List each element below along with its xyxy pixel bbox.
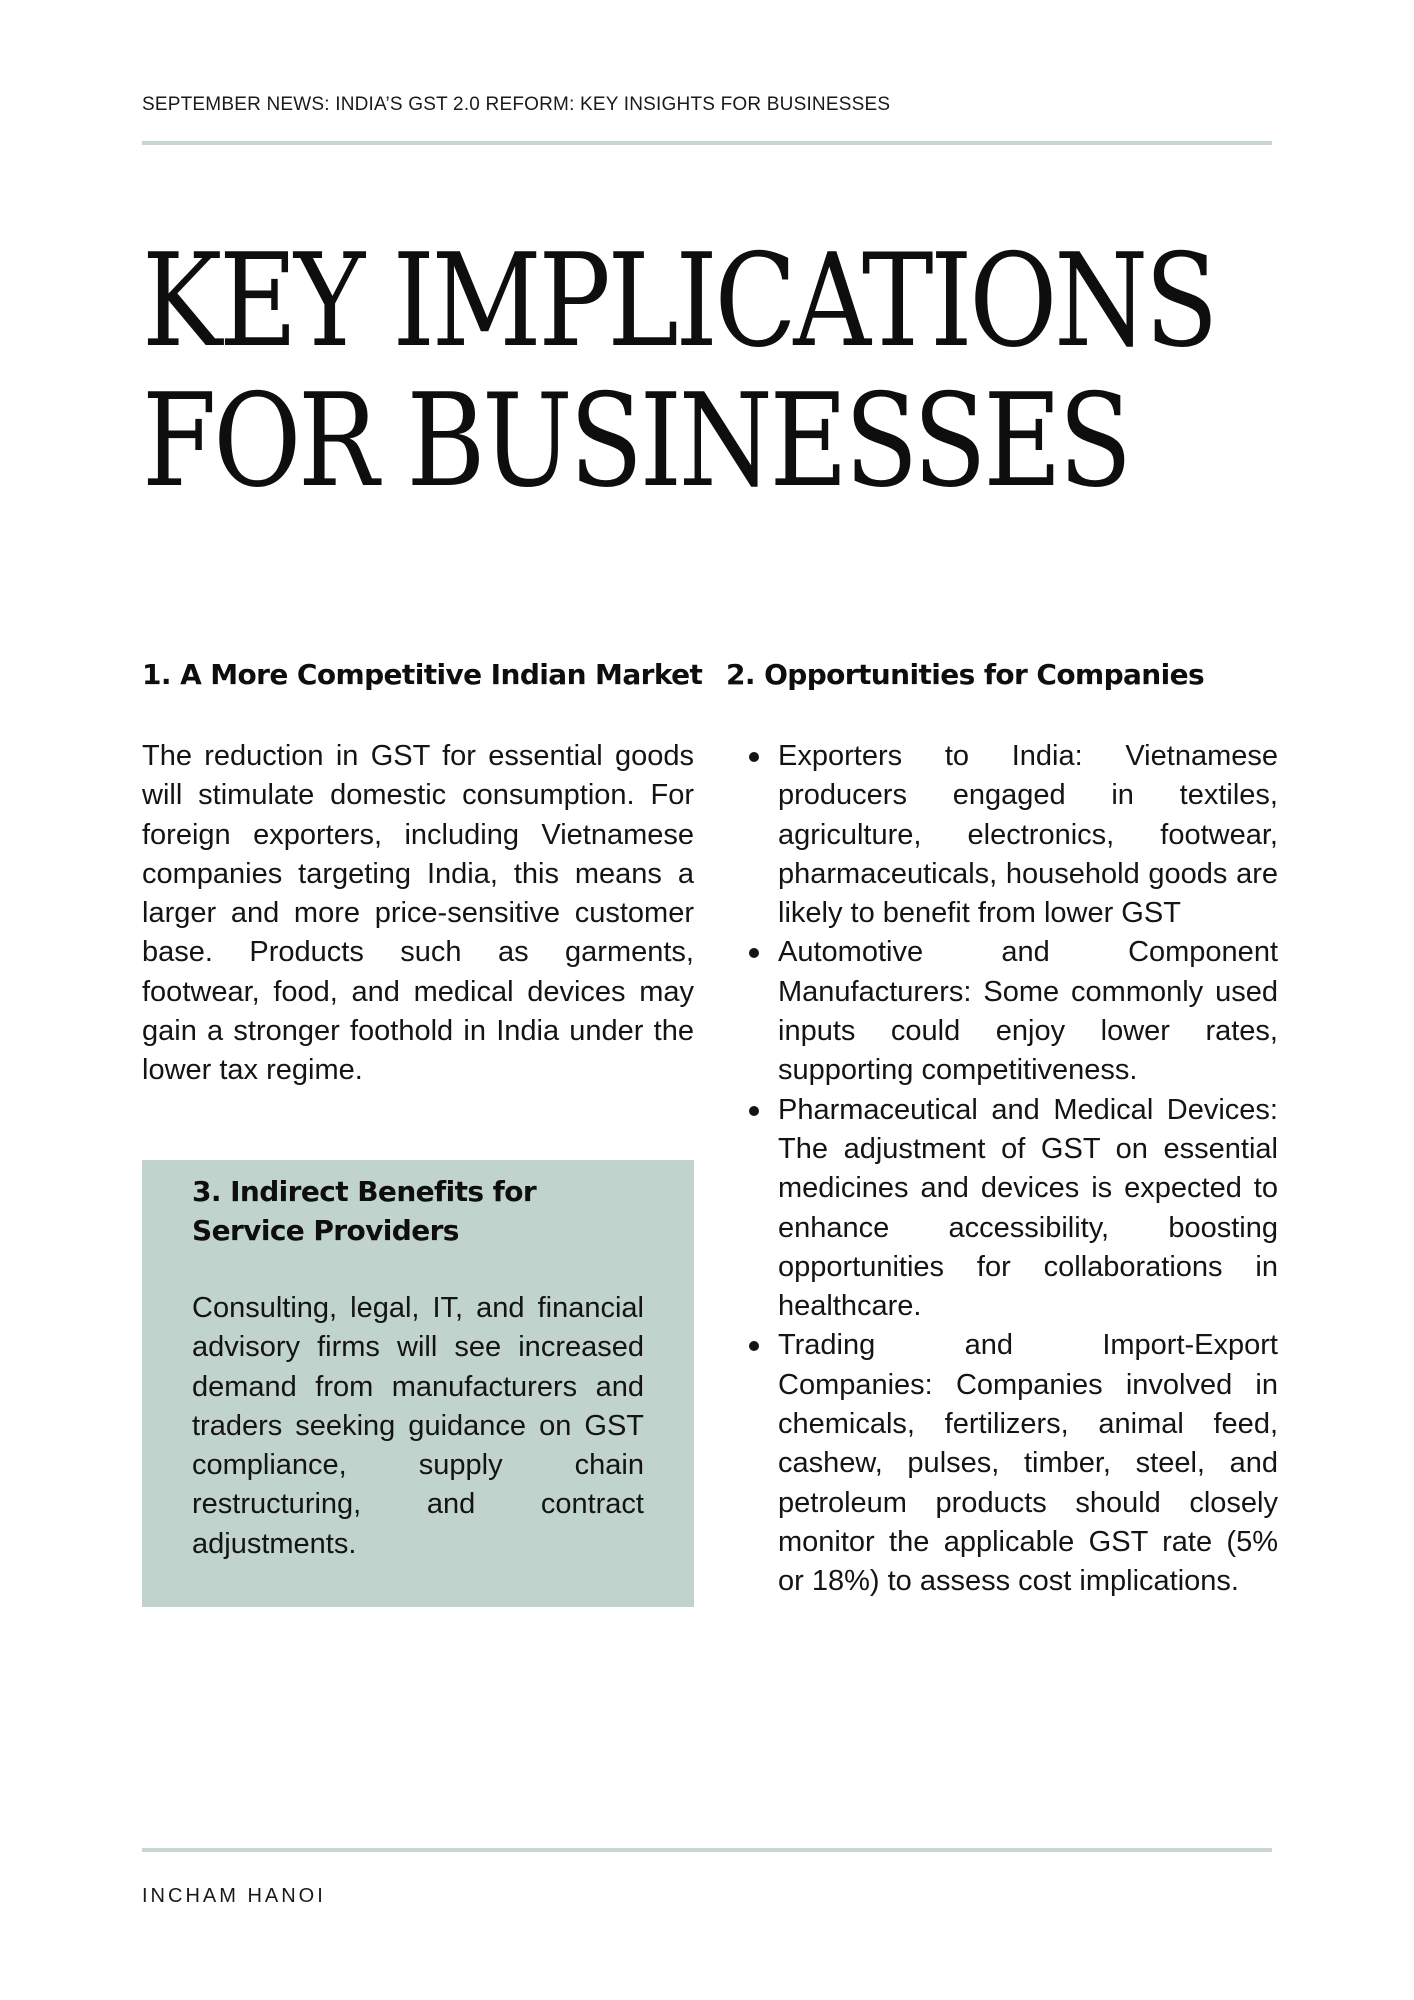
bullet-item-pharmaceutical	[726, 1091, 1278, 1327]
section-3-callout-box	[142, 1160, 694, 1607]
footer-organization: INCHAM HANOI	[142, 1885, 326, 1907]
bullet-dot-icon	[749, 1106, 759, 1116]
bullet-item-text: Trading and Import-Export Companies: Companies involved in chemicals, fertilizers, animal feed, cashew, pulses, timber, steel, and petroleum products should closely monitor the applicable GST rate (5% or 18%) to assess cost implications.	[778, 1329, 1278, 1598]
bullet-item-text: Automotive and Component Manufacturers: Some commonly used inputs could enjoy lower rates, supporting competitiveness.	[778, 936, 1278, 1087]
section-3-heading: 3. Indirect Benefits for Service Providers	[192, 1175, 537, 1248]
running-header: SEPTEMBER NEWS: INDIA’S GST 2.0 REFORM: KEY INSIGHTS FOR BUSINESSES	[142, 94, 891, 115]
footer-divider	[142, 1848, 1272, 1852]
bullet-dot-icon	[749, 752, 759, 762]
section-1-body: The reduction in GST for essential goods will stimulate domestic consumption. For foreign exporters, including Vietnamese companies targeting India, this means a larger and more price-sensitive customer base. Products such as garments, footwear, food, and medical devices may gain a stronger foothold in India under the lower tax regime.	[142, 740, 694, 1087]
page-title-line-1: KEY IMPLICATIONS	[142, 227, 1216, 376]
section-2-heading: 2. Opportunities for Companies	[726, 658, 1205, 691]
page-title	[142, 227, 1216, 516]
section-3-body: Consulting, legal, IT, and financial advisory firms will see increased demand from manufacturers and traders seeking guidance on GST compliance, supply chain restructuring, and contract adjustments.	[192, 1292, 644, 1560]
page-title-line-2: FOR BUSINESSES	[142, 367, 1129, 516]
bullet-item-text: Exporters to India: Vietnamese producers engaged in textiles, agriculture, electronics, footwear, pharmaceuticals, household goods are likely to benefit from lower GST	[778, 740, 1278, 930]
bullet-item-trading	[726, 1326, 1278, 1601]
bullet-dot-icon	[749, 1341, 759, 1351]
bullet-item-automotive	[726, 933, 1278, 1090]
bullet-item-text: Pharmaceutical and Medical Devices: The adjustment of GST on essential medicines and devices is expected to enhance accessibility, boosting opportunities for collaborations in healthcare.	[778, 1093, 1278, 1323]
bullet-dot-icon	[749, 948, 759, 958]
header-divider	[142, 141, 1272, 145]
section-2-bullet-list	[726, 737, 1278, 1602]
bullet-item-exporters	[726, 737, 1278, 933]
section-1-heading: 1. A More Competitive Indian Market	[142, 658, 703, 691]
